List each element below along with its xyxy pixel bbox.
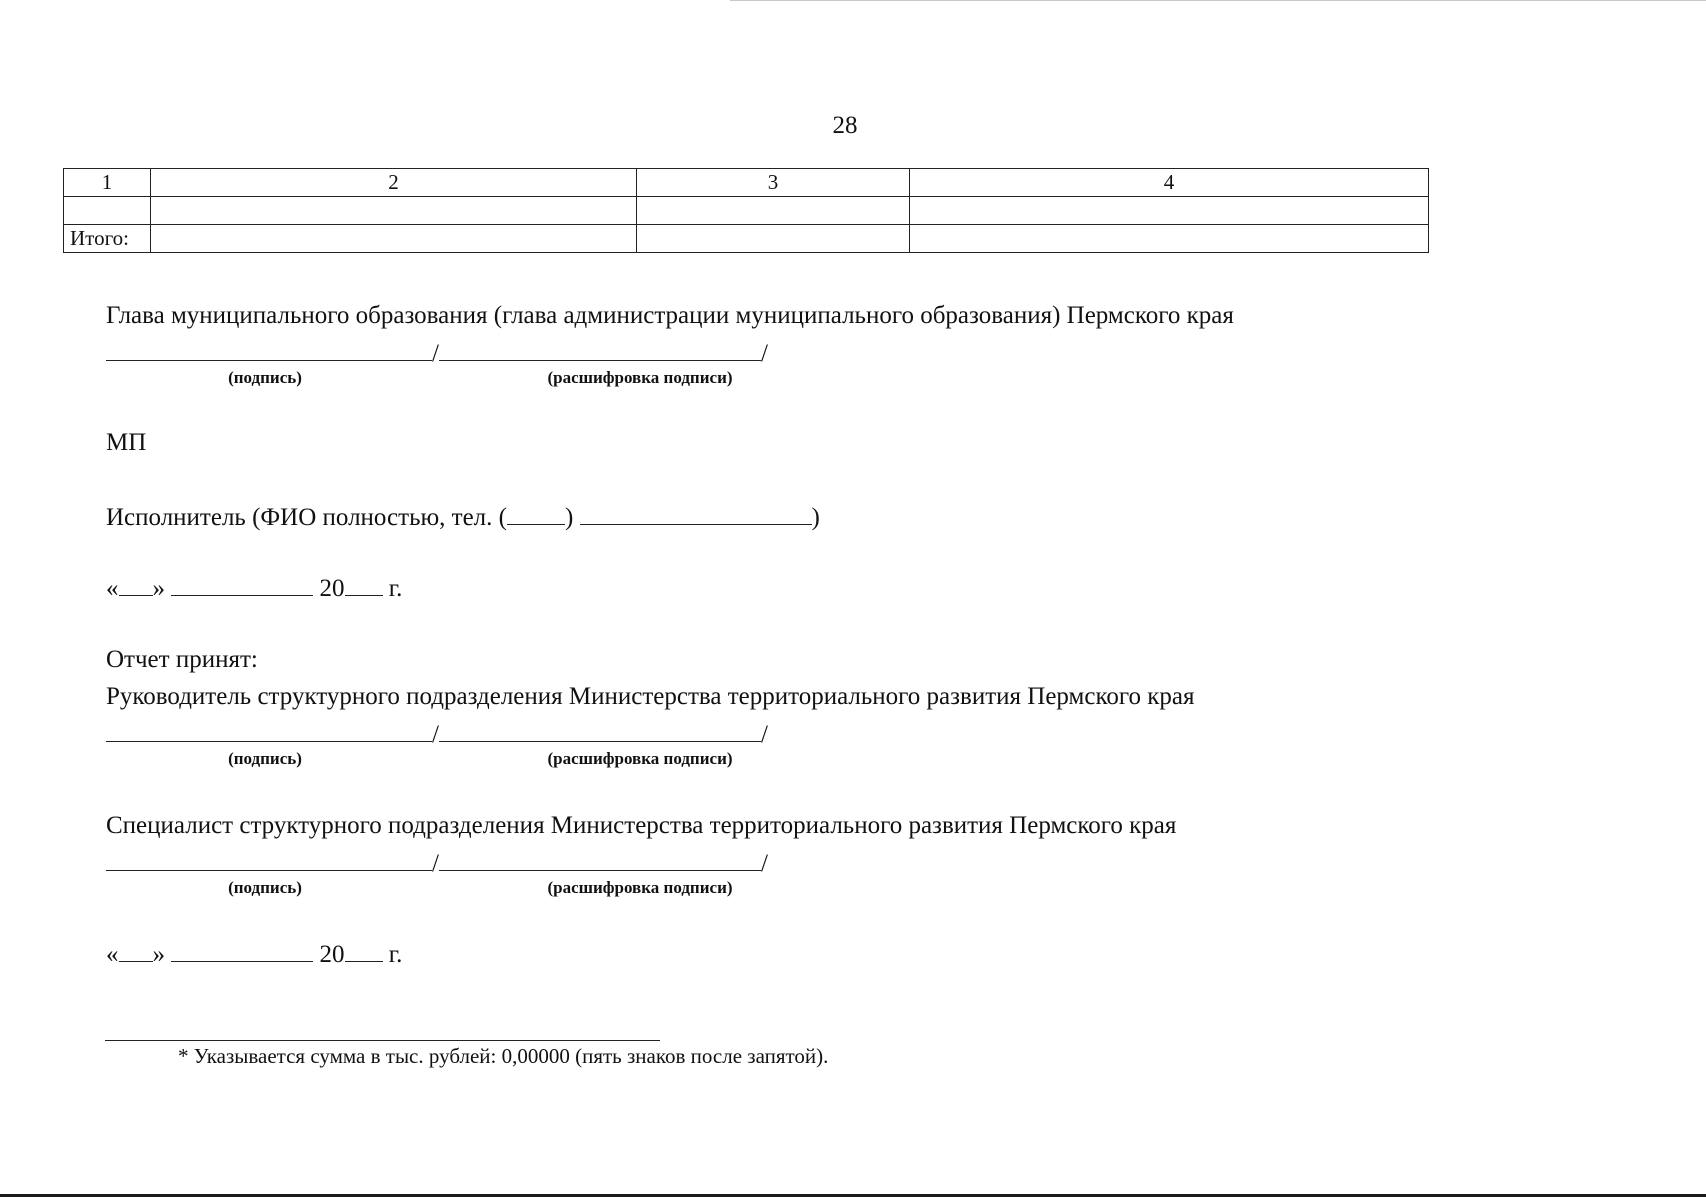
signature-slash: / bbox=[760, 721, 768, 748]
decoding-caption: (расшифровка подписи) bbox=[547, 368, 733, 387]
table-cell bbox=[910, 225, 1429, 253]
table-cell bbox=[637, 197, 910, 225]
date-close-quote: » bbox=[152, 941, 165, 968]
stamp-label: МП bbox=[106, 429, 147, 456]
executor-mid: ) bbox=[564, 504, 574, 531]
manager-title: Руководитель структурного подразделения Министерства территориального развития Пермского края bbox=[106, 683, 1195, 710]
executor-line bbox=[106, 502, 820, 533]
signature-blank bbox=[106, 719, 432, 742]
month-blank bbox=[171, 939, 313, 962]
page-number: 28 bbox=[832, 112, 858, 139]
signature-slash: / bbox=[432, 850, 439, 877]
page-edge-top bbox=[730, 0, 1706, 1]
footnote-rule bbox=[105, 1040, 660, 1041]
report-accepted-label: Отчет принят: bbox=[106, 646, 258, 673]
year-blank bbox=[345, 939, 383, 962]
signature-slash: / bbox=[432, 721, 439, 748]
specialist-signature-line bbox=[106, 848, 768, 879]
table-cell bbox=[151, 197, 637, 225]
head-signature-line bbox=[106, 338, 768, 369]
year-prefix: 20 bbox=[319, 575, 345, 602]
phone-code-blank bbox=[507, 502, 565, 525]
date-line bbox=[106, 573, 402, 604]
decoding-caption: (расшифровка подписи) bbox=[547, 878, 733, 897]
table-header-cell: 2 bbox=[151, 169, 637, 197]
signature-slash: / bbox=[432, 340, 439, 367]
date-close-quote: » bbox=[152, 575, 165, 602]
decoding-caption: (расшифровка подписи) bbox=[547, 749, 733, 768]
table-total-row bbox=[64, 225, 1429, 253]
decoding-blank bbox=[439, 338, 761, 361]
signature-caption: (подпись) bbox=[228, 749, 302, 768]
signature-blank bbox=[106, 338, 432, 361]
date-line bbox=[106, 939, 402, 970]
specialist-title: Специалист структурного подразделения Министерства территориального развития Пермского края bbox=[106, 812, 1177, 839]
signature-blank bbox=[106, 848, 432, 871]
year-prefix: 20 bbox=[319, 941, 345, 968]
signature-caption: (подпись) bbox=[228, 368, 302, 387]
decoding-blank bbox=[439, 719, 761, 742]
signature-slash: / bbox=[760, 340, 768, 367]
table-header-row bbox=[64, 169, 1429, 197]
date-open-quote: « bbox=[106, 575, 119, 602]
signature-caption: (подпись) bbox=[228, 878, 302, 897]
table-header-cell: 4 bbox=[910, 169, 1429, 197]
table-cell bbox=[637, 225, 910, 253]
manager-signature-line bbox=[106, 719, 768, 750]
year-blank bbox=[345, 573, 383, 596]
day-blank bbox=[119, 939, 153, 962]
executor-label: Исполнитель (ФИО полностью, тел. ( bbox=[106, 504, 507, 531]
page-edge-bottom bbox=[0, 1194, 1706, 1197]
footnote: * Указывается сумма в тыс. рублей: 0,00000 (пять знаков после запятой). bbox=[178, 1044, 829, 1068]
table-cell bbox=[64, 197, 151, 225]
signature-slash: / bbox=[760, 850, 768, 877]
year-suffix: г. bbox=[388, 575, 403, 602]
table-total-label: Итого: bbox=[64, 225, 151, 253]
table-cell bbox=[151, 225, 637, 253]
report-table bbox=[63, 168, 1429, 253]
month-blank bbox=[171, 573, 313, 596]
table-row bbox=[64, 197, 1429, 225]
year-suffix: г. bbox=[388, 941, 403, 968]
executor-end: ) bbox=[811, 504, 820, 531]
head-title: Глава муниципального образования (глава администрации муниципального образования) Пермского края bbox=[106, 302, 1234, 329]
day-blank bbox=[119, 573, 153, 596]
phone-number-blank bbox=[580, 502, 812, 525]
table-header-cell: 3 bbox=[637, 169, 910, 197]
decoding-blank bbox=[439, 848, 761, 871]
table-cell bbox=[910, 197, 1429, 225]
table-header-cell: 1 bbox=[64, 169, 151, 197]
date-open-quote: « bbox=[106, 941, 119, 968]
